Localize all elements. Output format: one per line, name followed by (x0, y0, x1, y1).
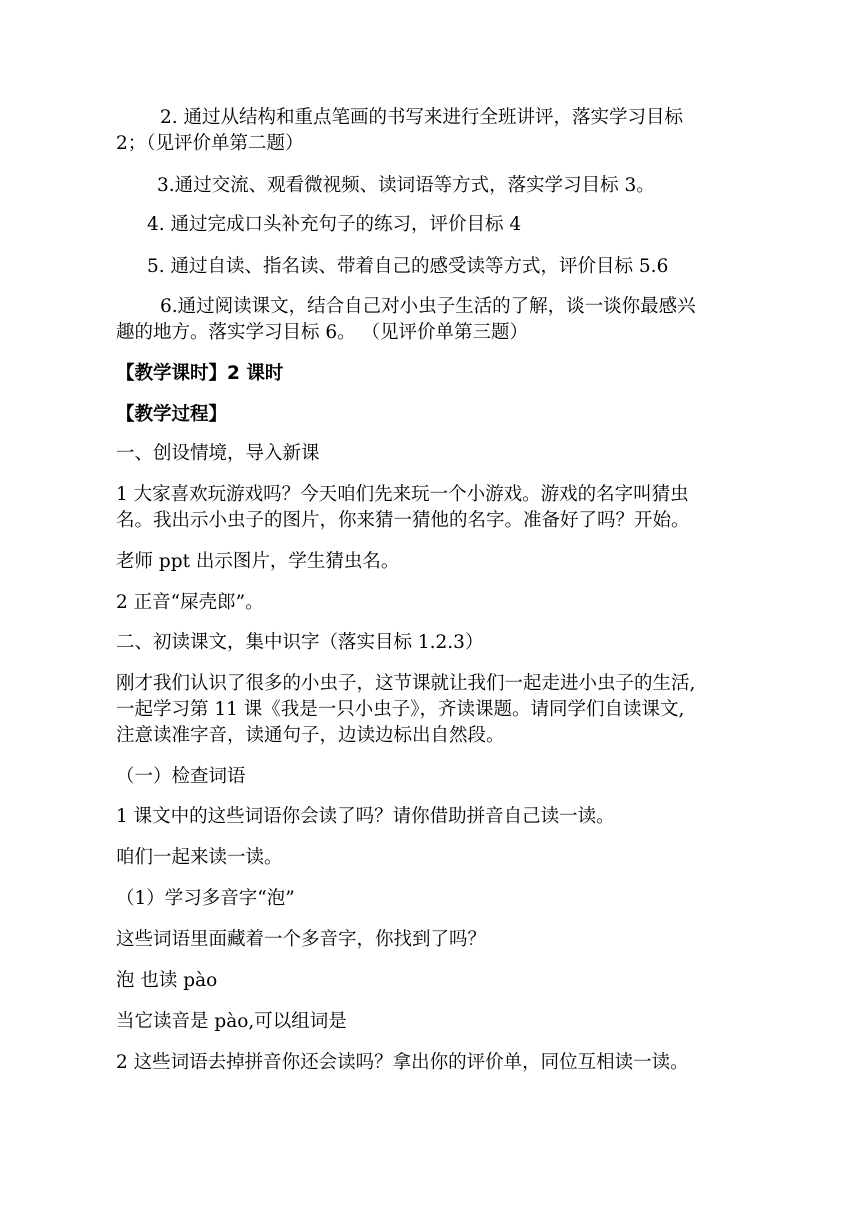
reading-para-line3: 注意读准字音，读通句子，边读边标出自然段。 (116, 725, 505, 746)
teaching-process-heading: 【教学过程】 (116, 404, 228, 425)
goal-6-line1: 6.通过阅读课文，结合自己对小虫子生活的了解，谈一谈你最感兴 (160, 296, 696, 317)
goal-6-line2: 趣的地方。落实学习目标 6。 （见评价单第三题） (116, 322, 529, 343)
reading-para-line2: 一起学习第 11 课《我是一只小虫子》，齐读课题。请同学们自读课文, (116, 699, 685, 720)
no-pinyin-line: 2 这些词语去掉拼音你还会读吗？拿出你的评价单，同位互相读一读。 (116, 1052, 689, 1073)
ppt-instruction: 老师 ppt 出示图片，学生猜虫名。 (116, 551, 400, 572)
goal-5-line: 5. 通过自读、指名读、带着自己的感受读等方式，评价目标 5.6 (147, 256, 669, 277)
check-words-line1: 1 课文中的这些词语你会读了吗？请你借助拼音自己读一读。 (116, 806, 615, 827)
check-words-heading: （一）检查词语 (116, 766, 246, 787)
reading-para-line1: 刚才我们认识了很多的小虫子，这节课就让我们一起走进小虫子的生活, (116, 673, 696, 694)
goal-3-line: 3.通过交流、观看微视频、读词语等方式，落实学习目标 3。 (157, 175, 655, 196)
section-2-heading: 二、初读课文，集中识字（落实目标 1.2.3） (116, 632, 484, 653)
polyphonic-heading: （1）学习多音字“泡” (116, 888, 295, 909)
goal-2-line1: 2. 通过从结构和重点笔画的书写来进行全班讲评，落实学习目标 (160, 107, 684, 128)
section-1-heading: 一、创设情境，导入新课 (116, 443, 320, 464)
read-together-line: 咱们一起来读一读。 (116, 847, 283, 868)
pao-word-line: 当它读音是 pào,可以组词是 (116, 1011, 347, 1032)
polyphonic-question: 这些词语里面藏着一个多音字，你找到了吗？ (116, 929, 487, 950)
game-intro-line2: 名。我出示小虫子的图片，你来猜一猜他的名字。准备好了吗？开始。 (116, 510, 690, 531)
game-intro-line1: 1 大家喜欢玩游戏吗？今天咱们先来玩一个小游戏。游戏的名字叫猜虫 (116, 484, 689, 505)
pronunciation-line: 2 正音“屎壳郎”。 (116, 592, 264, 613)
goal-4-line: 4. 通过完成口头补充句子的练习，评价目标 4 (147, 214, 522, 235)
goal-2-line2: 2；（见评价单第二题） (116, 133, 304, 154)
pao-pronunciation: 泡 也读 pào (116, 970, 218, 991)
teaching-hours-heading: 【教学课时】2 课时 (116, 363, 284, 384)
